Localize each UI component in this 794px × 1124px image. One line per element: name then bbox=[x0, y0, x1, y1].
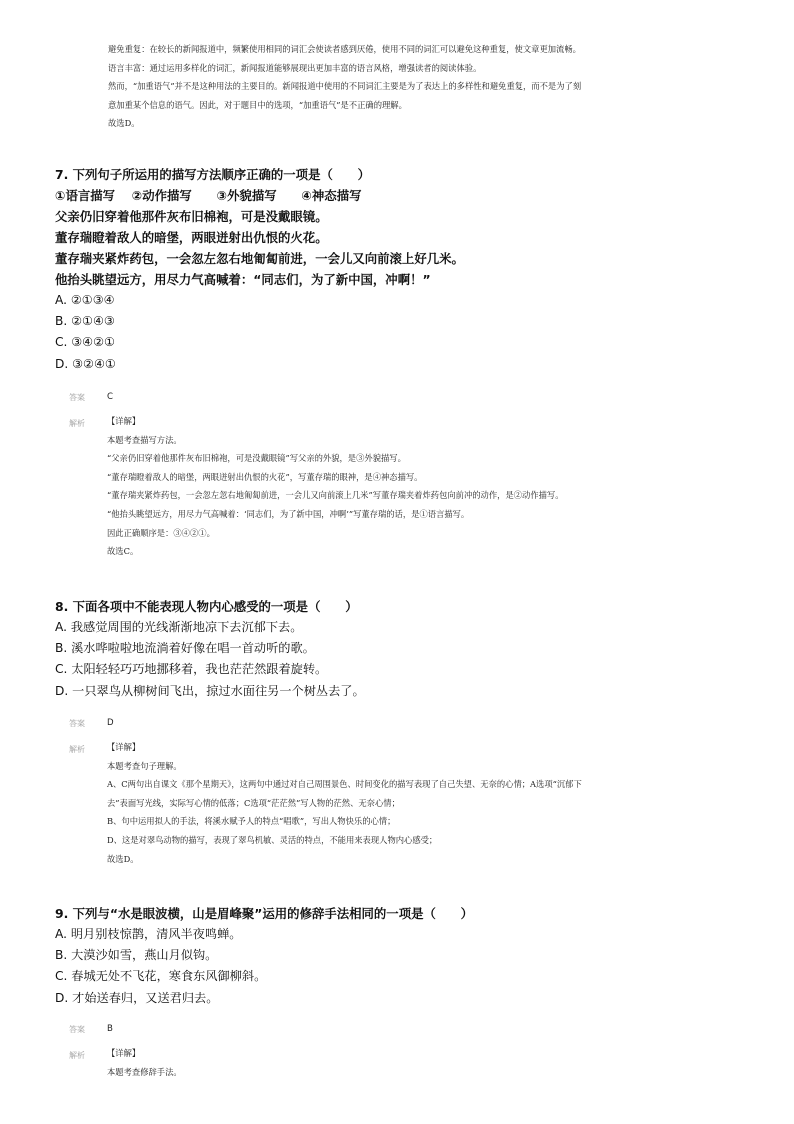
explanation-line: “董存瑞夹紧炸药包，一会忽左忽右地匍匐前进，一会儿又向前滚上几米”写董存瑞夹着炸药包向前冲的动作，是②动作描写。 bbox=[107, 490, 564, 501]
explanation-line: “董存瑞瞪着敌人的暗堡，两眼迸射出仇恨的火花”，写董存瑞的眼神，是④神态描写。 bbox=[107, 471, 423, 482]
explanation-line: 意加重某个信息的语气。因此，对于题目中的选项，“加重语气”是不正确的理解。 bbox=[108, 99, 407, 110]
answer-label: 答案 bbox=[69, 719, 85, 728]
explanation-line: 因此正确顺序是：③④②①。 bbox=[107, 527, 215, 538]
option-d: D. 一只翠鸟从柳树间飞出，掠过水面往另一个树丛去了。 bbox=[55, 683, 365, 698]
explanation-label: 解析 bbox=[69, 745, 85, 754]
explanation-line: 故选C。 bbox=[107, 546, 139, 557]
explanation-line: 故选D。 bbox=[108, 118, 140, 129]
explanation-line: 【详解】 bbox=[107, 742, 141, 752]
explanation-line: 然而，“加重语气”并不是这种用法的主要目的。新闻报道中使用的不同词汇主要是为了表达上的多样性和避免重复，而不是为了刻 bbox=[108, 81, 582, 92]
question-title: 8. 下面各项中不能表现人物内心感受的一项是（ ） bbox=[55, 599, 358, 614]
answer-value: D bbox=[107, 718, 114, 728]
explanation-line: 故选D。 bbox=[107, 853, 139, 864]
explanation-line: 【详解】 bbox=[107, 416, 141, 426]
option-b: B. 溪水哗啦啦地流淌着好像在唱一首动听的歌。 bbox=[55, 641, 315, 656]
explanation-line: 本题考查修辞手法。 bbox=[107, 1066, 182, 1077]
question-title: 9. 下列与“水是眼波横，山是眉峰聚”运用的修辞手法相同的一项是（ ） bbox=[55, 906, 474, 921]
explanation-line: 【详解】 bbox=[107, 1048, 141, 1058]
question-line: 董存瑞夹紧炸药包，一会忽左忽右地匍匐前进，一会儿又向前滚上好几米。 bbox=[55, 251, 464, 266]
explanation-line: 本题考查句子理解。 bbox=[107, 760, 182, 771]
answer-value: B bbox=[107, 1024, 113, 1034]
previous-explanation bbox=[108, 40, 728, 133]
question-line: 父亲仍旧穿着他那件灰布旧棉袍，可是没戴眼镜。 bbox=[55, 209, 328, 224]
option-c: C. ③④②① bbox=[55, 335, 115, 350]
explanation-line: D、这是对翠鸟动物的描写，表现了翠鸟机敏、灵活的特点，不能用来表现人物内心感受； bbox=[107, 834, 438, 845]
question-7 bbox=[55, 164, 745, 375]
option-c: C. 春城无处不飞花，寒食东风御柳斜。 bbox=[55, 969, 267, 984]
option-b: B. 大漠沙如雪，燕山月似钩。 bbox=[55, 948, 218, 963]
answer-label: 答案 bbox=[69, 1025, 85, 1034]
explanation-line: A、C两句出自课文《那个星期天》，这两句中通过对自己周围景色、时间变化的描写表现了自己失望、无奈的心情；A选项“沉郁下 bbox=[107, 779, 582, 790]
explanation-line: “父亲仍旧穿着他那件灰布旧棉袍，可是没戴眼镜”写父亲的外貌，是③外貌描写。 bbox=[107, 453, 406, 464]
explanation-line: 本题考查描写方法。 bbox=[107, 434, 182, 445]
question-line: 他抬头眺望远方，用尽力气高喊着：“同志们，为了新中国，冲啊！” bbox=[55, 272, 431, 287]
question-9 bbox=[55, 903, 745, 1009]
answer-label: 答案 bbox=[69, 393, 85, 402]
question-line: ①语言描写 ②动作描写 ③外貌描写 ④神态描写 bbox=[55, 188, 362, 203]
answer-value: C bbox=[107, 392, 114, 402]
explanation bbox=[107, 412, 747, 561]
explanation-line: 避免重复：在较长的新闻报道中，频繁使用相同的词汇会使读者感到厌倦，使用不同的词汇可以避免这种重复，使文章更加流畅。 bbox=[108, 44, 581, 54]
option-d: D. 才始送春归，又送君归去。 bbox=[55, 990, 219, 1005]
explanation-line: 去”表面写光线，实际写心情的低落；C选项“茫茫然”写人物的茫然、无奈心情； bbox=[107, 797, 400, 808]
option-a: A. 明月别枝惊鹊，清风半夜鸣蝉。 bbox=[55, 927, 242, 941]
question-title: 7. 下列句子所运用的描写方法顺序正确的一项是（ ） bbox=[55, 167, 371, 182]
option-a: A. ②①③④ bbox=[55, 293, 115, 307]
explanation-line: B、句中运用拟人的手法，将溪水赋予人的特点“唱歌”，写出人物快乐的心情； bbox=[107, 816, 396, 827]
question-8 bbox=[55, 596, 745, 702]
explanation bbox=[107, 738, 747, 868]
option-c: C. 太阳轻轻巧巧地挪移着，我也茫茫然跟着旋转。 bbox=[55, 662, 328, 677]
explanation-label: 解析 bbox=[69, 1051, 85, 1060]
question-line: 董存瑞瞪着敌人的暗堡，两眼迸射出仇恨的火花。 bbox=[55, 230, 328, 245]
explanation-label: 解析 bbox=[69, 419, 85, 428]
explanation bbox=[107, 1044, 747, 1081]
option-b: B. ②①④③ bbox=[55, 314, 115, 329]
explanation-line: “他抬头眺望远方，用尽力气高喊着：‘同志们，为了新中国，冲啊’”写董存瑞的话，是①语言描写。 bbox=[107, 508, 470, 519]
option-a: A. 我感觉周围的光线渐渐地凉下去沉郁下去。 bbox=[55, 620, 303, 634]
option-d: D. ③②④① bbox=[55, 356, 116, 371]
explanation-line: 语言丰富：通过运用多样化的词汇，新闻报道能够展现出更加丰富的语言风格，增强读者的阅读体验。 bbox=[108, 62, 482, 73]
